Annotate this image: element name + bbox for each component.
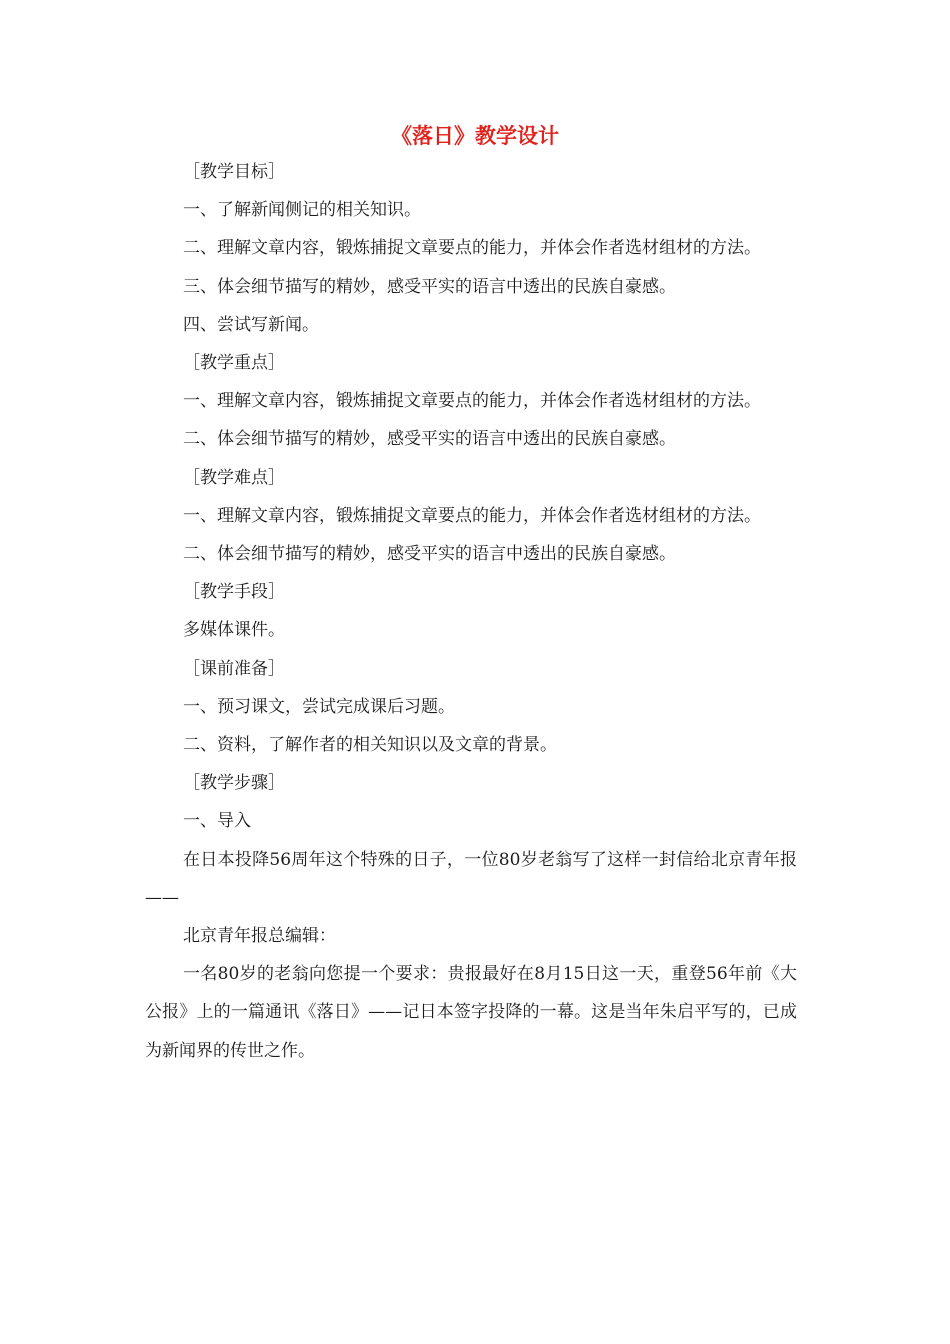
document-body [145,153,797,1070]
paragraph: 在日本投降56周年这个特殊的日子，一位80岁老翁写了这样一封信给北京青年报—— [145,849,797,908]
paragraph: 一名80岁的老翁向您提一个要求：贵报最好在8月15日这一天，重登56年前《大公报》上的一篇通讯《落日》——记日本签字投降的一幕。这是当年朱启平写的，已成为新闻界的传世之作。 [145,964,797,1061]
paragraph: 一、了解新闻侧记的相关知识。 [183,200,421,221]
paragraph: 一、预习课文，尝试完成课后习题。 [183,696,455,717]
section-heading-preparation: ［课前准备］ [183,658,285,679]
paragraph: 四、尝试写新闻。 [183,314,319,335]
paragraph: 一、理解文章内容，锻炼捕捉文章要点的能力，并体会作者选材组材的方法。 [183,505,761,526]
paragraph: 二、资料，了解作者的相关知识以及文章的背景。 [183,735,557,756]
section-heading-key-points: ［教学重点］ [183,353,285,374]
section-heading-difficulties: ［教学难点］ [183,467,285,488]
paragraph: 一、理解文章内容，锻炼捕捉文章要点的能力，并体会作者选材组材的方法。 [183,391,761,412]
section-heading-goals: ［教学目标］ [183,162,285,182]
paragraph: 一、导入 [183,811,251,832]
paragraph: 多媒体课件。 [183,620,285,641]
section-heading-steps: ［教学步骤］ [183,773,285,794]
paragraph: 二、体会细节描写的精妙，感受平实的语言中透出的民族自豪感。 [183,544,676,565]
document-title: 《落日》教学设计 [391,124,559,148]
section-heading-means: ［教学手段］ [183,582,285,603]
paragraph: 三、体会细节描写的精妙，感受平实的语言中透出的民族自豪感。 [183,276,676,297]
paragraph: 北京青年报总编辑： [183,926,336,947]
paragraph: 二、理解文章内容，锻炼捕捉文章要点的能力，并体会作者选材组材的方法。 [183,238,761,259]
paragraph: 二、体会细节描写的精妙，感受平实的语言中透出的民族自豪感。 [183,429,676,450]
